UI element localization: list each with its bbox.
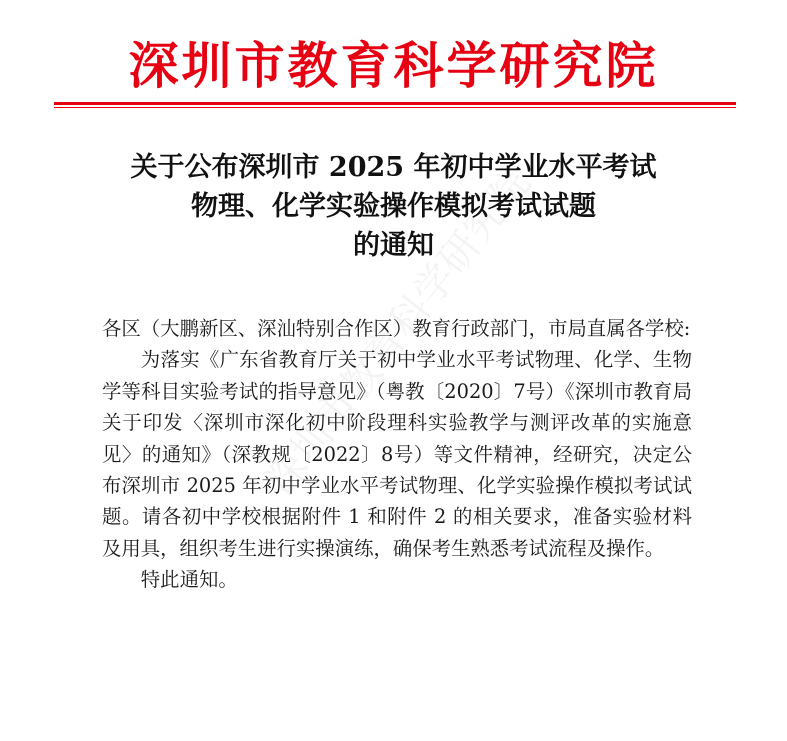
red-divider-thick [54, 102, 736, 105]
addressee: 各区（大鹏新区、深汕特别合作区）教育行政部门，市局直属各学校: [102, 317, 691, 340]
closing-remark: 特此通知。 [140, 568, 238, 592]
title-line-3: 的通知 [353, 230, 434, 261]
title-line-1: 关于公布深圳市 2025 年初中学业水平考试 [130, 152, 657, 183]
organization-header: 深圳市教育科学研究院 [128, 36, 659, 95]
body-paragraph: 为落实《广东省教育厅关于初中学业水平考试物理、化学、生物学等科目实验考试的指导意见》（粤教〔2020〕7号）《深圳市教育局关于印发〈深圳市深化初中阶段理科实验教学与测评改革的实施意见〉的通知》（深教规〔2022〕8号）等文件精神，经研究，决定公布深圳市 2025 年初中学业水平考试物理、化学实验操作模拟考试试题。请各初中学校根据附件 1 和附件 2 的相关要求，准备实验材料及用具，组织考生进行实操演练，确保考生熟悉考试流程及操作。 [102, 348, 692, 560]
red-divider-thin [54, 107, 736, 108]
document-title [0, 148, 787, 265]
document-body [102, 313, 692, 596]
title-line-2: 物理、化学实验操作模拟考试试题 [191, 191, 596, 222]
